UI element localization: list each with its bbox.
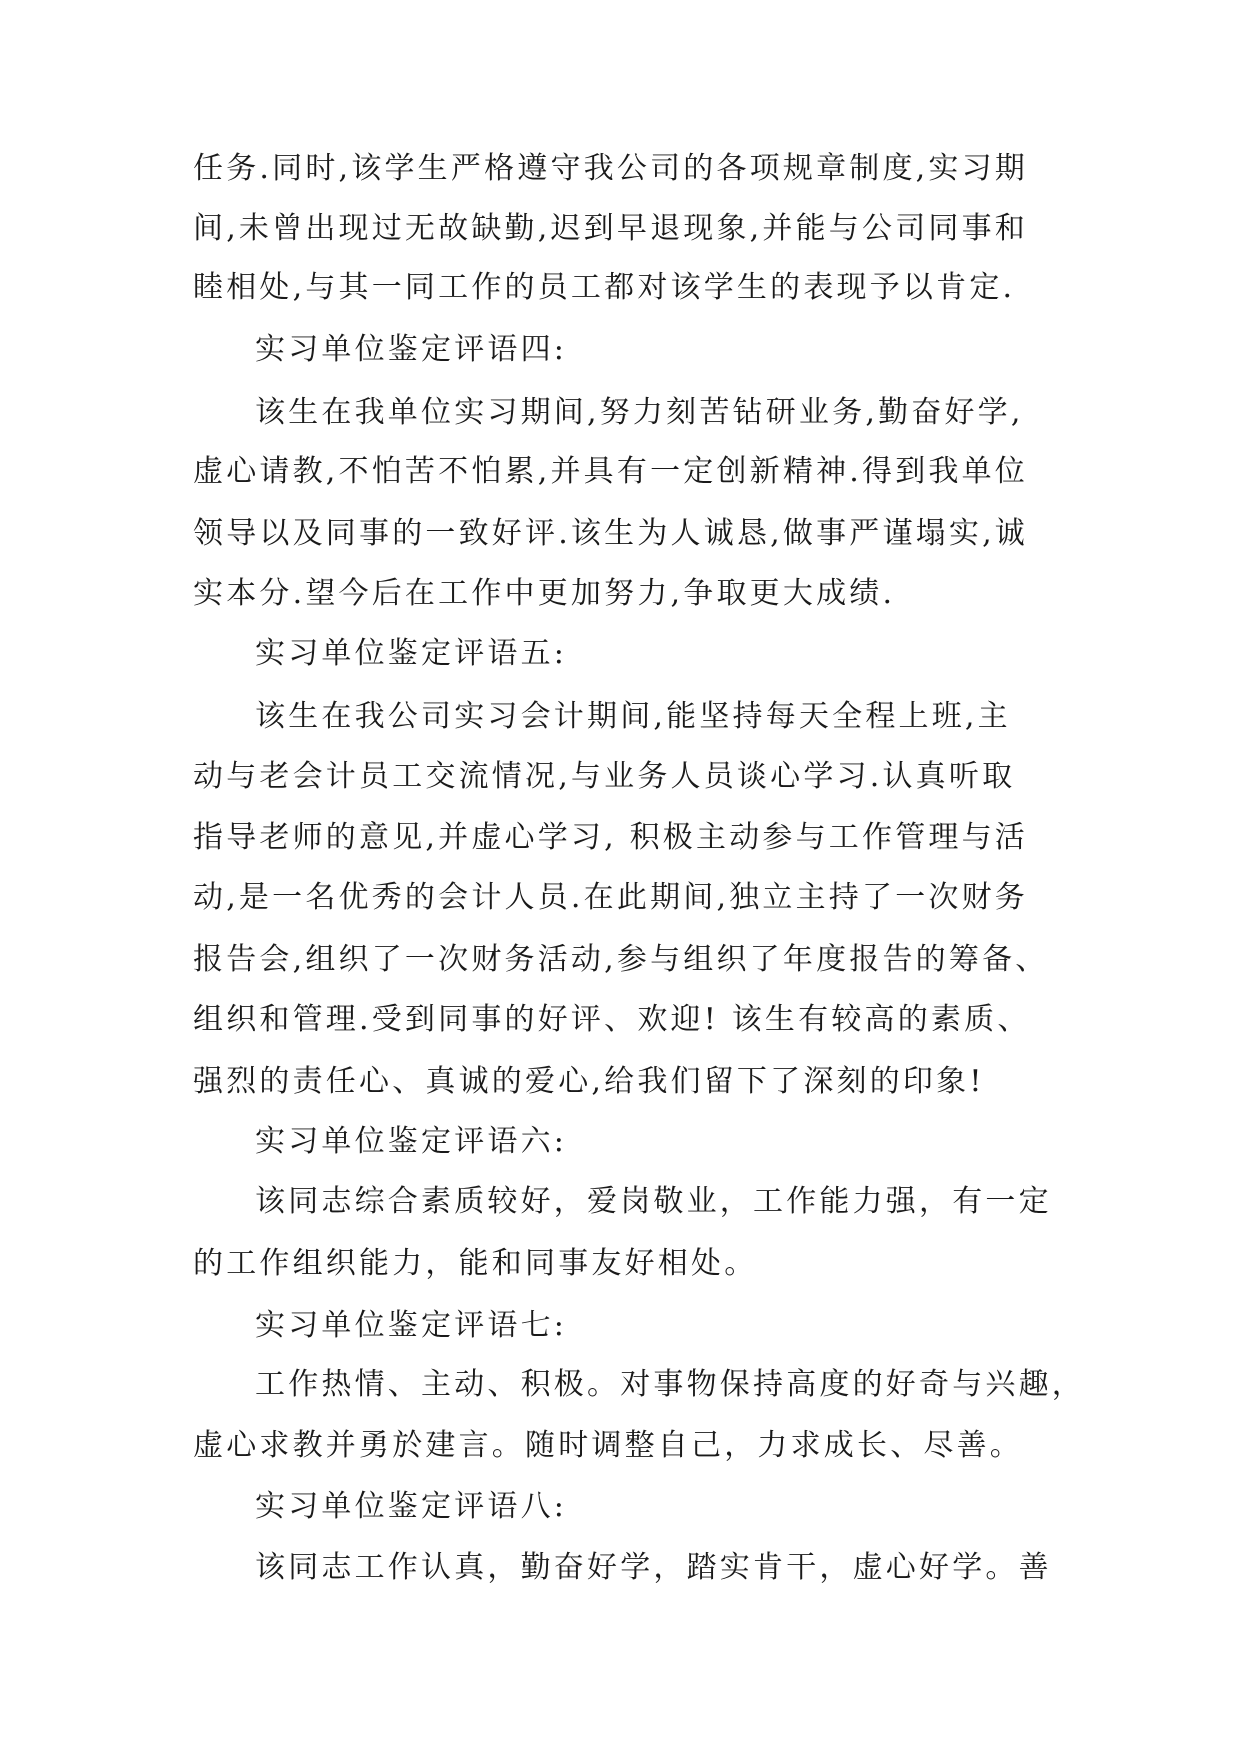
paragraph-line: 虚心求教并勇於建言。随时调整自己，力求成长、尽善。 — [193, 1428, 1023, 1463]
paragraph-line: 该同志综合素质较好，爱岗敬业，工作能力强，有一定 — [255, 1184, 1052, 1219]
paragraph-line: 指导老师的意见,并虚心学习, 积极主动参与工作管理与活 — [193, 820, 1029, 855]
section-heading: 实习单位鉴定评语八: — [255, 1489, 568, 1524]
paragraph-line: 报告会,组织了一次财务活动,参与组织了年度报告的筹备、 — [193, 942, 1049, 977]
section-heading: 实习单位鉴定评语六: — [255, 1124, 568, 1159]
paragraph-line: 组织和管理.受到同事的好评、欢迎! 该生有较高的素质、 — [193, 1002, 1031, 1037]
paragraph-line: 的工作组织能力，能和同事友好相处。 — [193, 1246, 758, 1281]
paragraph-line: 间,未曾出现过无故缺勤,迟到早退现象,并能与公司同事和 — [193, 211, 1029, 246]
paragraph-line: 工作热情、主动、积极。对事物保持高度的好奇与兴趣， — [255, 1367, 1085, 1402]
paragraph-line: 实本分.望今后在工作中更加努力,争取更大成绩. — [193, 576, 896, 611]
paragraph-line: 该同志工作认真，勤奋好学，踏实肯干，虚心好学。善 — [255, 1550, 1052, 1585]
section-heading: 实习单位鉴定评语四: — [255, 332, 568, 367]
paragraph-line: 动与老会计员工交流情况,与业务人员谈心学习.认真听取 — [193, 759, 1016, 794]
paragraph-line: 动,是一名优秀的会计人员.在此期间,独立主持了一次财务 — [193, 880, 1029, 915]
paragraph-line: 该生在我公司实习会计期间,能坚持每天全程上班,主 — [255, 699, 1011, 734]
paragraph-line: 任务.同时,该学生严格遵守我公司的各项规章制度,实习期 — [193, 151, 1029, 186]
paragraph-line: 虚心请教,不怕苦不怕累,并具有一定创新精神.得到我单位 — [193, 454, 1029, 489]
paragraph-line: 睦相处,与其一同工作的员工都对该学生的表现予以肯定. — [193, 270, 1016, 305]
paragraph-line: 强烈的责任心、真诚的爱心,给我们留下了深刻的印象! — [193, 1064, 985, 1099]
paragraph-line: 领导以及同事的一致好评.该生为人诚恳,做事严谨塌实,诚 — [193, 516, 1029, 551]
paragraph-line: 该生在我单位实习期间,努力刻苦钻研业务,勤奋好学, — [255, 395, 1024, 430]
section-heading: 实习单位鉴定评语七: — [255, 1308, 568, 1343]
section-heading: 实习单位鉴定评语五: — [255, 636, 568, 671]
